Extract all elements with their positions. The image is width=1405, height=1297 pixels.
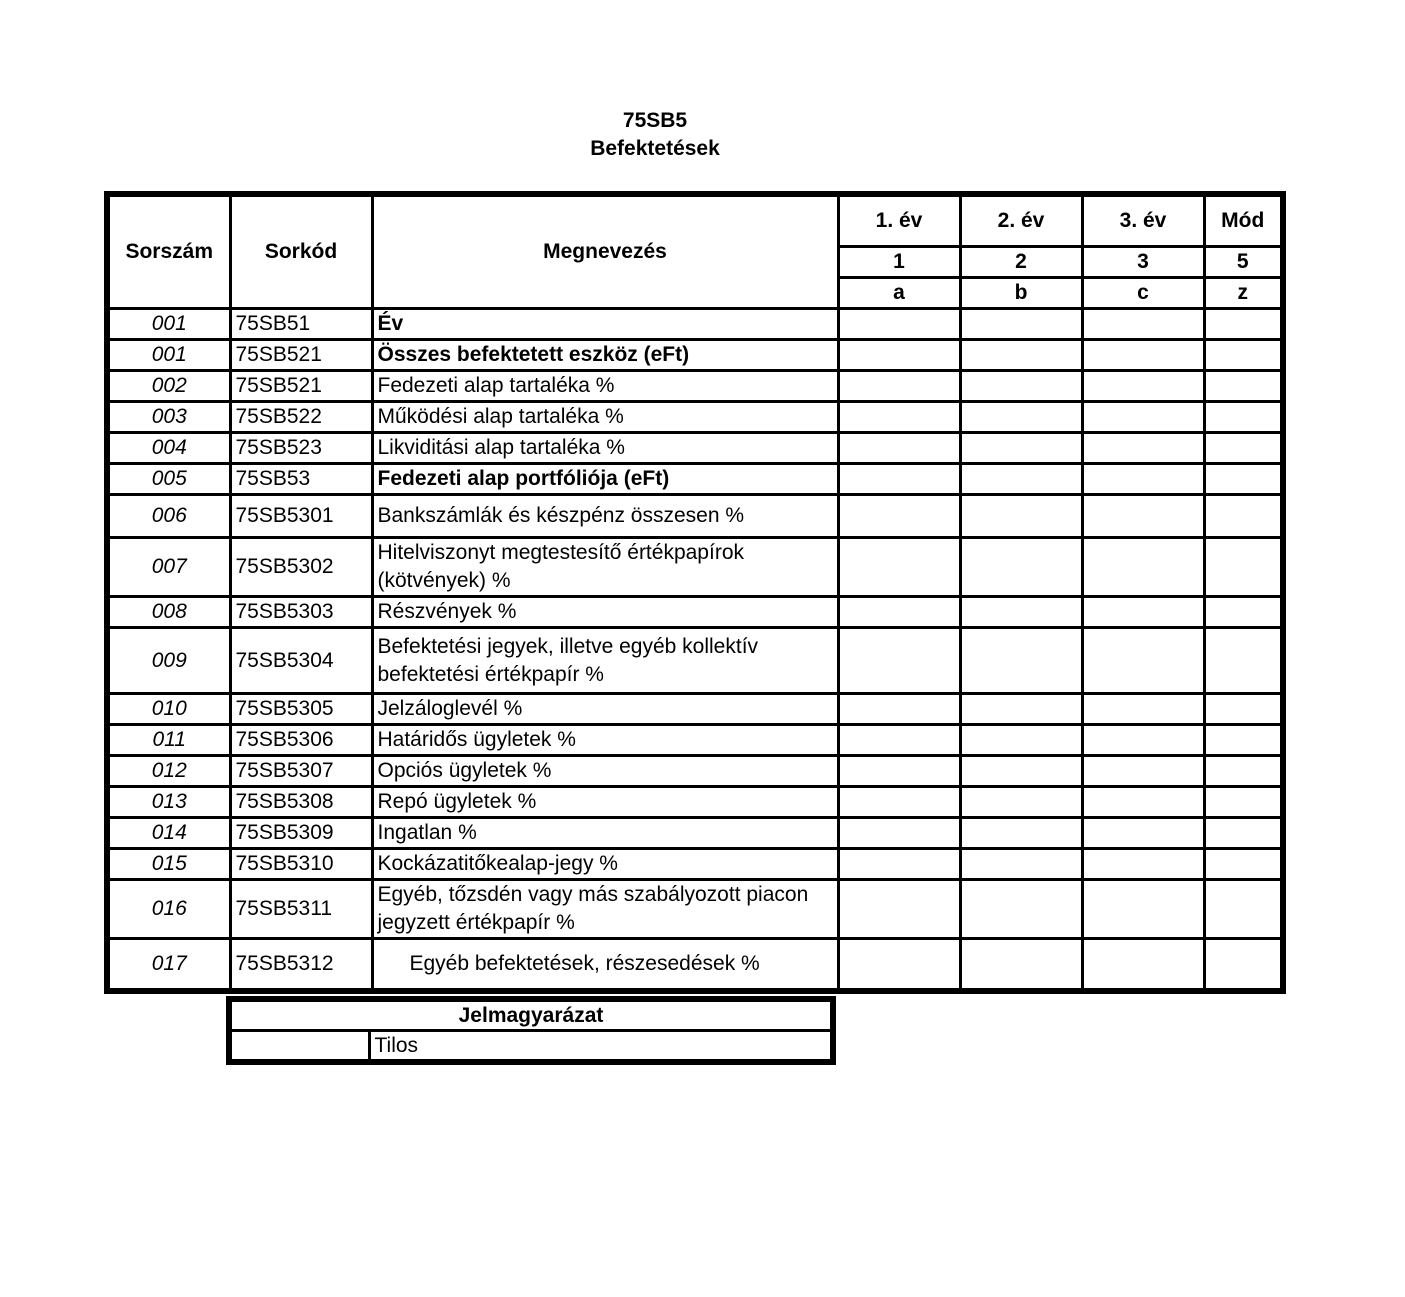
row-sorszam: 004 (107, 433, 230, 464)
row-sorkod: 75SB5307 (230, 756, 372, 787)
row-sorkod: 75SB5304 (230, 628, 372, 694)
data-cell-c[interactable] (1082, 880, 1204, 939)
data-cell-z[interactable] (1204, 849, 1283, 880)
header-num-1: 1 (838, 247, 960, 278)
header-letter-z: z (1204, 278, 1283, 309)
row-name: Ingatlan % (372, 818, 838, 849)
data-cell-b[interactable] (960, 433, 1082, 464)
row-name: Bankszámlák és készpénz összesen % (372, 495, 838, 538)
data-cell-b[interactable] (960, 309, 1082, 340)
data-cell-z[interactable] (1204, 464, 1283, 495)
table-row (107, 371, 1283, 402)
data-cell-c[interactable] (1082, 597, 1204, 628)
row-name: Működési alap tartaléka % (372, 402, 838, 433)
data-cell-c[interactable] (1082, 725, 1204, 756)
data-cell-c[interactable] (1082, 818, 1204, 849)
data-cell-z[interactable] (1204, 340, 1283, 371)
row-sorkod: 75SB5303 (230, 597, 372, 628)
data-cell-b[interactable] (960, 694, 1082, 725)
row-name: Összes befektetett eszköz (eFt) (372, 340, 838, 371)
table-row (107, 538, 1283, 597)
data-cell-z[interactable] (1204, 402, 1283, 433)
data-cell-a[interactable] (838, 371, 960, 402)
row-sorkod: 75SB5306 (230, 725, 372, 756)
data-cell-c[interactable] (1082, 495, 1204, 538)
page-title: Befektetések (590, 137, 720, 160)
data-cell-c[interactable] (1082, 309, 1204, 340)
data-cell-b[interactable] (960, 849, 1082, 880)
row-sorkod: 75SB53 (230, 464, 372, 495)
data-cell-a[interactable] (838, 694, 960, 725)
data-cell-a[interactable] (838, 849, 960, 880)
data-cell-c[interactable] (1082, 433, 1204, 464)
row-sorszam: 005 (107, 464, 230, 495)
row-sorkod: 75SB5302 (230, 538, 372, 597)
legend-table (226, 996, 836, 1065)
table-row (107, 725, 1283, 756)
row-name: Részvények % (372, 597, 838, 628)
row-name: Fedezeti alap tartaléka % (372, 371, 838, 402)
data-cell-b[interactable] (960, 402, 1082, 433)
data-cell-a[interactable] (838, 818, 960, 849)
row-name: Jelzáloglevél % (372, 694, 838, 725)
row-name: Határidős ügyletek % (372, 725, 838, 756)
data-cell-a[interactable] (838, 538, 960, 597)
row-sorkod: 75SB5305 (230, 694, 372, 725)
row-sorszam: 003 (107, 402, 230, 433)
data-cell-a[interactable] (838, 464, 960, 495)
row-sorszam: 014 (107, 818, 230, 849)
data-cell-c[interactable] (1082, 538, 1204, 597)
data-cell-b[interactable] (960, 371, 1082, 402)
table-row (107, 939, 1283, 991)
row-sorkod: 75SB5312 (230, 939, 372, 991)
data-cell-a[interactable] (838, 628, 960, 694)
data-cell-a[interactable] (838, 402, 960, 433)
data-cell-z[interactable] (1204, 756, 1283, 787)
data-cell-b[interactable] (960, 628, 1082, 694)
data-cell-z[interactable] (1204, 939, 1283, 991)
row-sorkod: 75SB5310 (230, 849, 372, 880)
header-sorkod: Sorkód (230, 194, 372, 309)
table-row (107, 495, 1283, 538)
data-cell-c[interactable] (1082, 939, 1204, 991)
header-num-2: 2 (960, 247, 1082, 278)
row-sorszam: 006 (107, 495, 230, 538)
data-cell-b[interactable] (960, 787, 1082, 818)
row-name: Egyéb, tőzsdén vagy más szabályozott piacon jegyzett értékpapír % (372, 880, 838, 939)
data-cell-a[interactable] (838, 880, 960, 939)
data-cell-a[interactable] (838, 340, 960, 371)
row-name: Repó ügyletek % (372, 787, 838, 818)
data-cell-c[interactable] (1082, 402, 1204, 433)
data-cell-c[interactable] (1082, 371, 1204, 402)
row-name: Befektetési jegyek, illetve egyéb kollektív befektetési értékpapír % (372, 628, 838, 694)
header-megnevezes: Megnevezés (372, 194, 838, 309)
table-row (107, 309, 1283, 340)
row-sorszam: 008 (107, 597, 230, 628)
data-cell-z[interactable] (1204, 495, 1283, 538)
header-letter-a: a (838, 278, 960, 309)
header-mod: Mód (1204, 194, 1283, 247)
data-cell-z[interactable] (1204, 787, 1283, 818)
data-cell-z[interactable] (1204, 309, 1283, 340)
data-cell-a[interactable] (838, 433, 960, 464)
form-code: 75SB5 (622, 109, 688, 132)
row-sorszam: 017 (107, 939, 230, 991)
row-sorszam: 009 (107, 628, 230, 694)
data-cell-b[interactable] (960, 725, 1082, 756)
data-cell-c[interactable] (1082, 787, 1204, 818)
row-sorszam: 011 (107, 725, 230, 756)
data-cell-z[interactable] (1204, 694, 1283, 725)
data-cell-b[interactable] (960, 756, 1082, 787)
data-cell-c[interactable] (1082, 464, 1204, 495)
data-cell-b[interactable] (960, 495, 1082, 538)
data-cell-a[interactable] (838, 495, 960, 538)
table-row (107, 756, 1283, 787)
row-sorszam: 016 (107, 880, 230, 939)
row-sorszam: 001 (107, 309, 230, 340)
data-cell-a[interactable] (838, 787, 960, 818)
row-sorkod: 75SB521 (230, 371, 372, 402)
row-sorszam: 013 (107, 787, 230, 818)
row-name: Kockázatitőkealap-jegy % (372, 849, 838, 880)
row-name: Egyéb befektetések, részesedések % (372, 939, 838, 991)
data-cell-b[interactable] (960, 939, 1082, 991)
header-letter-b: b (960, 278, 1082, 309)
row-sorszam: 010 (107, 694, 230, 725)
header-sorszam: Sorszám (107, 194, 230, 309)
legend-item-label: Tilos (369, 1031, 833, 1063)
row-name: Opciós ügyletek % (372, 756, 838, 787)
data-cell-a[interactable] (838, 939, 960, 991)
data-cell-c[interactable] (1082, 628, 1204, 694)
data-cell-c[interactable] (1082, 849, 1204, 880)
table-row (107, 402, 1283, 433)
data-cell-z[interactable] (1204, 880, 1283, 939)
row-name: Fedezeti alap portfóliója (eFt) (372, 464, 838, 495)
row-sorszam: 012 (107, 756, 230, 787)
legend-swatch (229, 1031, 369, 1063)
row-sorszam: 002 (107, 371, 230, 402)
row-sorszam: 001 (107, 340, 230, 371)
table-row (107, 818, 1283, 849)
table-row (107, 464, 1283, 495)
data-cell-b[interactable] (960, 538, 1082, 597)
row-sorkod: 75SB5301 (230, 495, 372, 538)
table-row (107, 787, 1283, 818)
row-sorkod: 75SB5311 (230, 880, 372, 939)
row-name: Hitelviszonyt megtestesítő értékpapírok (kötvények) % (372, 538, 838, 597)
table-row (107, 628, 1283, 694)
header-letter-c: c (1082, 278, 1204, 309)
data-cell-c[interactable] (1082, 694, 1204, 725)
table-row (107, 880, 1283, 939)
row-sorkod: 75SB523 (230, 433, 372, 464)
header-num-3: 3 (1082, 247, 1204, 278)
data-cell-z[interactable] (1204, 597, 1283, 628)
table-row (107, 849, 1283, 880)
data-cell-z[interactable] (1204, 725, 1283, 756)
table-row (107, 433, 1283, 464)
table-row (107, 597, 1283, 628)
row-sorszam: 015 (107, 849, 230, 880)
data-cell-c[interactable] (1082, 340, 1204, 371)
table-row (107, 694, 1283, 725)
data-cell-a[interactable] (838, 309, 960, 340)
header-year-3: 3. év (1082, 194, 1204, 247)
data-cell-b[interactable] (960, 340, 1082, 371)
data-cell-a[interactable] (838, 756, 960, 787)
data-cell-b[interactable] (960, 597, 1082, 628)
data-cell-b[interactable] (960, 818, 1082, 849)
header-year-2: 2. év (960, 194, 1082, 247)
row-sorkod: 75SB51 (230, 309, 372, 340)
row-name: Likviditási alap tartaléka % (372, 433, 838, 464)
data-cell-a[interactable] (838, 597, 960, 628)
data-cell-b[interactable] (960, 464, 1082, 495)
header-year-1: 1. év (838, 194, 960, 247)
investments-table (104, 191, 1286, 994)
data-cell-c[interactable] (1082, 756, 1204, 787)
row-name: Év (372, 309, 838, 340)
data-cell-z[interactable] (1204, 538, 1283, 597)
table-row (107, 340, 1283, 371)
data-cell-z[interactable] (1204, 628, 1283, 694)
row-sorkod: 75SB5308 (230, 787, 372, 818)
data-cell-a[interactable] (838, 725, 960, 756)
data-cell-z[interactable] (1204, 433, 1283, 464)
data-cell-b[interactable] (960, 880, 1082, 939)
row-sorkod: 75SB521 (230, 340, 372, 371)
data-cell-z[interactable] (1204, 818, 1283, 849)
row-sorkod: 75SB5309 (230, 818, 372, 849)
row-sorkod: 75SB522 (230, 402, 372, 433)
row-sorszam: 007 (107, 538, 230, 597)
header-num-5: 5 (1204, 247, 1283, 278)
data-cell-z[interactable] (1204, 371, 1283, 402)
legend-title: Jelmagyarázat (229, 999, 833, 1031)
